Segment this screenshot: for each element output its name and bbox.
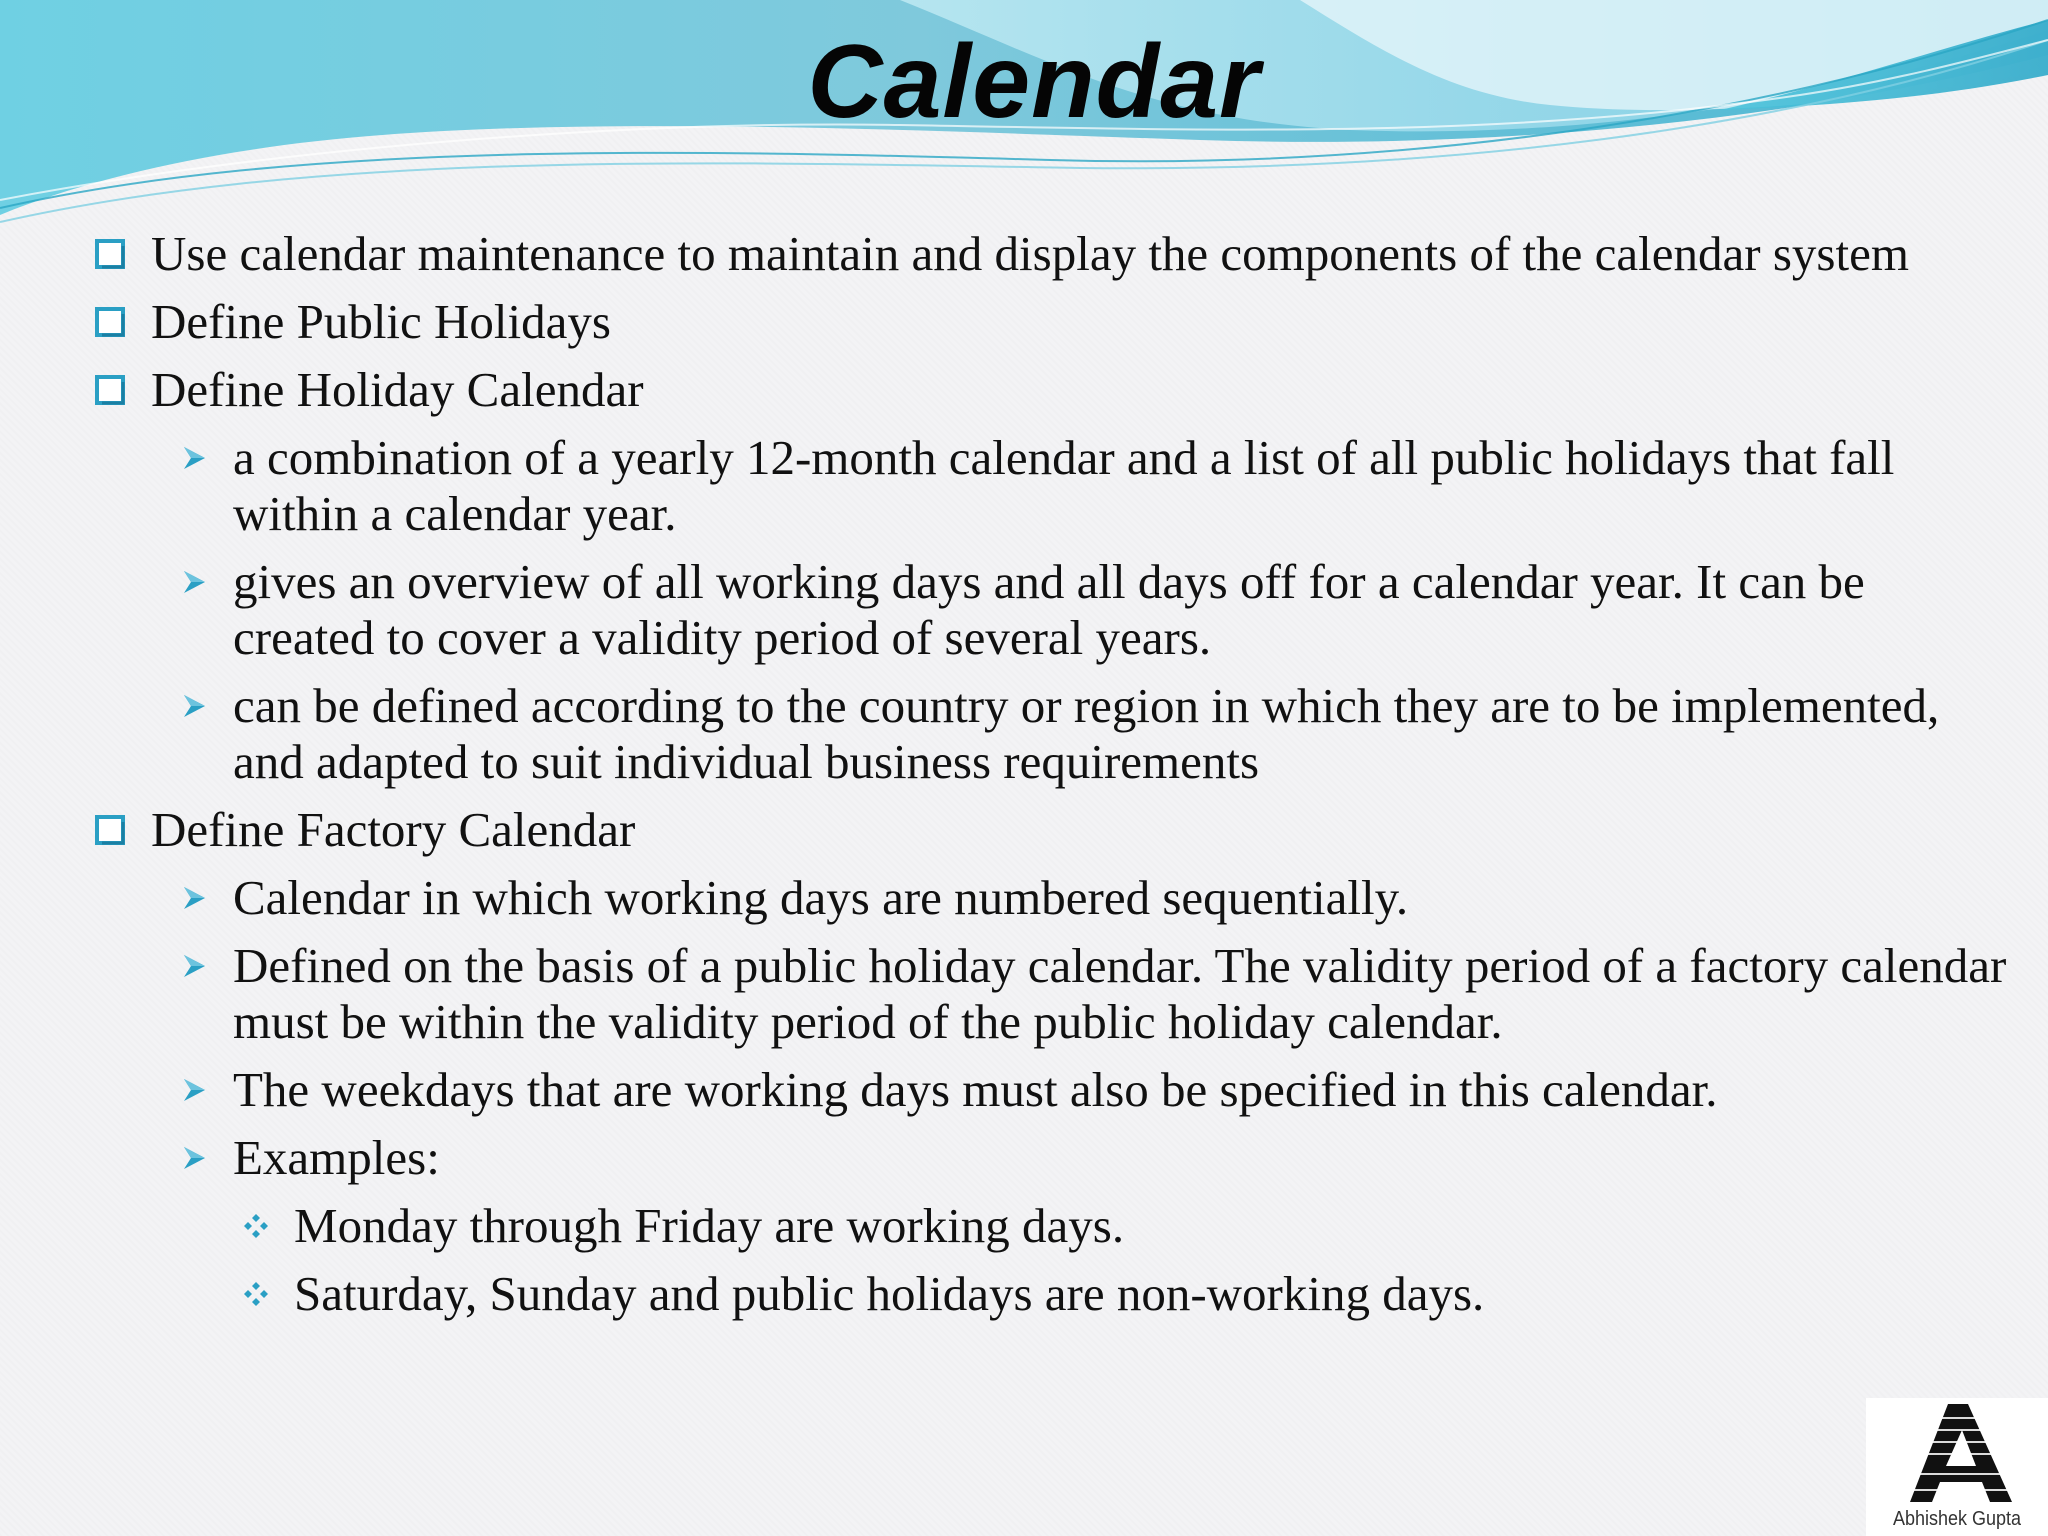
bullet-text: a combination of a yearly 12-month calendar and a list of all public holidays that fall within a calendar year. — [233, 430, 1895, 541]
square-bullet-icon — [92, 362, 128, 418]
bullet-text: Define Factory Calendar — [151, 802, 636, 857]
bullet-text: can be defined according to the country or region in which they are to be implemented, and adapted to suit individual business requirements — [233, 678, 1940, 789]
arrow-bullet-icon — [176, 1062, 212, 1118]
arrow-bullet-icon — [176, 938, 212, 994]
slide-title: Calendar — [807, 24, 1261, 140]
bullet-text: Define Holiday Calendar — [151, 362, 644, 417]
bullet-text: Calendar in which working days are numbered sequentially. — [233, 870, 1409, 925]
bullet-item — [0, 678, 2048, 790]
bullet-text: Defined on the basis of a public holiday calendar. The validity period of a factory calendar must be within the validity period of the public holiday calendar. — [233, 938, 2007, 1049]
square-bullet-icon — [92, 294, 128, 350]
square-bullet-icon — [92, 802, 128, 858]
bullet-item — [0, 430, 2048, 542]
bullet-item — [0, 802, 2048, 858]
bullet-item — [0, 1062, 2048, 1118]
arrow-bullet-icon — [176, 554, 212, 610]
bullet-item — [0, 1130, 2048, 1186]
bullet-item — [0, 294, 2048, 350]
bullet-item — [0, 870, 2048, 926]
bullet-item — [0, 226, 2048, 282]
bullet-item — [0, 554, 2048, 666]
bullet-text: Saturday, Sunday and public holidays are non-working days. — [294, 1266, 1485, 1321]
bullet-item — [0, 362, 2048, 418]
bullet-text: The weekdays that are working days must also be specified in this calendar. — [233, 1062, 1718, 1117]
bullet-item — [0, 1266, 2048, 1322]
bullet-text: gives an overview of all working days and all days off for a calendar year. It can be created to cover a validity period of several years. — [233, 554, 1865, 665]
arrow-bullet-icon — [176, 678, 212, 734]
diamond-bullet-icon — [238, 1266, 274, 1322]
bullet-text: Monday through Friday are working days. — [294, 1198, 1125, 1253]
author-name: Abhishek Gupta — [1892, 1508, 2022, 1530]
bullet-item — [0, 938, 2048, 1050]
square-bullet-icon — [92, 226, 128, 282]
arrow-bullet-icon — [176, 430, 212, 486]
bullet-list — [0, 226, 2048, 1334]
bullet-text: Examples: — [233, 1130, 440, 1185]
bullet-item — [0, 1198, 2048, 1254]
arrow-bullet-icon — [176, 870, 212, 926]
arrow-bullet-icon — [176, 1130, 212, 1186]
bullet-text: Define Public Holidays — [151, 294, 611, 349]
diamond-bullet-icon — [238, 1198, 274, 1254]
bullet-text: Use calendar maintenance to maintain and display the components of the calendar system — [151, 226, 1909, 281]
